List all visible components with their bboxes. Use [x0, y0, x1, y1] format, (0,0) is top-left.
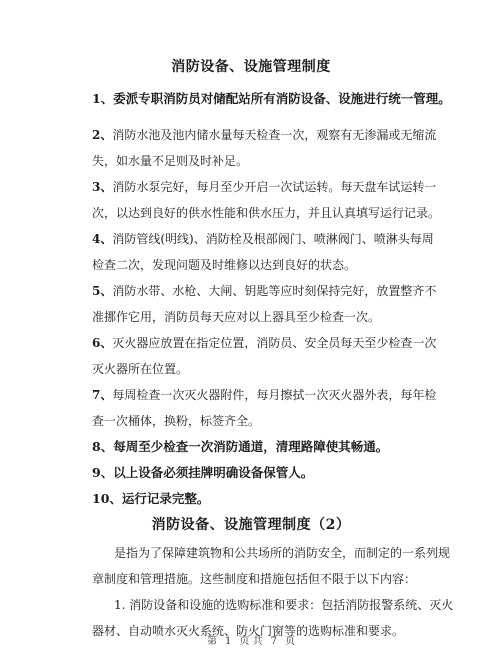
item-number: 5、 — [92, 284, 113, 298]
list-item-6 — [92, 330, 437, 382]
item-text: 消防管线(明线)、消防栓及根部阀门、喷淋阀门、喷淋头每周 — [112, 232, 434, 246]
item-text-cont: 灭火器所在位置。 — [92, 362, 189, 376]
list-item-3 — [92, 174, 441, 226]
item-text: 灭火器应放置在指定位置，消防员、安全员每天至少检查一次 — [112, 336, 437, 350]
item-text: 消防水带、水枪、大闸、钥匙等应时刻保持完好，放置整齐不 — [112, 284, 437, 298]
item-text: 消防水池及池内储水量每天检查一次，观察有无渗漏或无缩流 — [112, 128, 437, 142]
page-footer — [0, 632, 502, 647]
item-text: 每周至少检查一次消防通道，清理路障使其畅通。 — [113, 439, 389, 454]
list-item-9 — [92, 460, 424, 486]
paragraph-text-cont: 器材、自动喷水灭火系统、防火门窗等的选购标准和要求。 — [92, 624, 405, 638]
paragraph-text: 是指为了保障建筑物和公共场所的消防安全，而制定的一系列规 — [114, 546, 451, 560]
list-item-7 — [92, 382, 437, 434]
list-item-10 — [92, 486, 424, 512]
footer-mid: 页 共 — [239, 636, 263, 647]
list-item-5 — [92, 278, 437, 330]
paragraph-text: 1. 消防设备和设施的选购标准和要求：包括消防报警系统、灭火 — [114, 598, 454, 612]
page-title: 消防设备、设施管理制度 — [171, 59, 331, 75]
item-text-cont: 失，如水量不足则及时补足。 — [92, 154, 249, 168]
footer-page-number: 1 — [225, 636, 232, 647]
item-number: 8、 — [92, 439, 114, 454]
item-text: 每周检查一次灭火器附件，每月擦拭一次灭火器外表，每年检 — [112, 388, 437, 402]
item-text-cont: 次，以达到良好的供水性能和供水压力，并且认真填写运行记录。 — [92, 206, 441, 220]
item-number: 2、 — [92, 128, 113, 142]
footer-total-pages: 7 — [270, 636, 277, 647]
item-number: 7、 — [92, 388, 113, 402]
item-text-cont: 检查二次，发现问题及时维修以达到良好的状态。 — [92, 258, 357, 272]
item-number: 3、 — [92, 180, 113, 194]
item-text: 委派专职消防员对储配站所有消防设备、设施进行统一管理。 — [113, 91, 451, 106]
footer-prefix: 第 — [207, 636, 218, 647]
item-text: 消防水泵完好，每月至少开启一次试运转。每天盘车试运转一 — [112, 180, 437, 194]
paragraph-text-cont: 章制度和管理措施。这些制度和措施包括但不限于以下内容： — [92, 572, 417, 586]
item-number: 1、 — [92, 91, 114, 106]
list-item-8 — [92, 434, 424, 460]
item-number: 10、 — [92, 491, 122, 506]
item-text-cont: 准挪作它用，消防员每天应对以上器具至少检查一次。 — [92, 310, 381, 324]
list-item-2 — [92, 122, 437, 174]
item-number: 9、 — [92, 465, 114, 480]
item-text: 运行记录完整。 — [121, 491, 210, 506]
item-text: 以上设备必须挂牌明确设备保管人。 — [113, 465, 314, 480]
section-title: 消防设备、设施管理制度（2） — [151, 517, 351, 533]
paragraph-intro — [92, 540, 451, 592]
footer-suffix: 页 — [284, 636, 295, 647]
item-number: 4、 — [92, 232, 113, 246]
list-item-4 — [92, 226, 434, 278]
list-item-1 — [92, 86, 451, 112]
item-text-cont: 查一次桶体，换粉，标签齐全。 — [92, 414, 261, 428]
item-number: 6、 — [92, 336, 113, 350]
